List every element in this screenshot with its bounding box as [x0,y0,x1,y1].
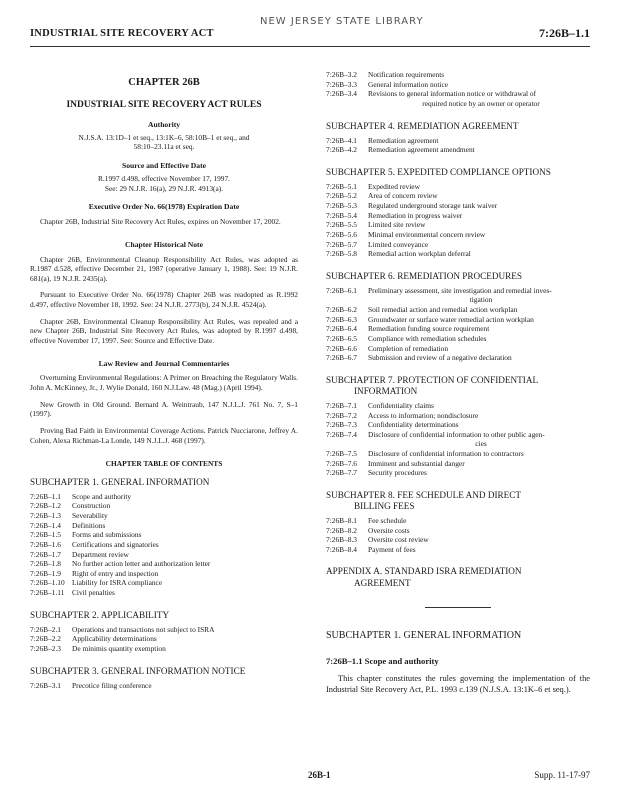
toc-entry [326,420,590,430]
toc-entry-number: 7:26B–8.2 [326,525,358,535]
toc-entry [326,136,590,146]
toc-entry [30,634,298,644]
toc-entry-title: Confidentiality claims [368,400,434,410]
toc-entry-title: Remedial action workplan deferral [368,249,471,259]
toc-entry-number: 7:26B–3.1 [30,680,62,690]
toc-entry-title: Right of entry and inspection [72,568,159,578]
toc-entry-title: Limited conveyance [368,239,429,249]
exec-order-text: Chapter 26B, Industrial Site Recovery Act Rules, expires on November 17, 2002. [40,217,281,227]
toc-entry [326,145,590,155]
law-review-p3: Proving Bad Faith in Environmental Coverage Actions. Patrick Nucciarone, Jeffrey A. Cohen, Alexa Richman-La Londe, 149 N.J.L.J. 468 (1997). [30,425,298,445]
toc-entry-number: 7:26B–6.6 [326,343,358,353]
toc-entry [326,182,590,192]
toc-subchapter-5-list [326,182,590,259]
toc-entry-number: 7:26B–3.4 [326,89,358,99]
toc-entry-number: 7:26B–3.2 [326,70,358,79]
toc-entry-number: 7:26B–8.1 [326,515,358,525]
toc-subchapter-8 [326,490,590,512]
supplement-date: Supp. 11-17-97 [534,770,590,780]
toc-entry-title: Remediation in progress waiver [368,210,463,220]
toc-entry [326,249,590,259]
toc-entry-number: 7:26B–6.2 [326,305,358,315]
toc-entry-title: Imminent and substantial danger [368,458,465,468]
left-column [30,70,298,690]
toc-entry [326,449,590,459]
toc-entry-number: 7:26B–7.1 [326,400,358,410]
toc-entry-number: 7:26B–8.3 [326,535,358,545]
toc-entry [326,468,590,478]
toc-entry-title: Forms and submissions [72,530,142,540]
toc-entry-number: 7:26B–1.5 [30,530,62,540]
toc-entry-title: Area of concern review [368,191,438,201]
toc-entry-title: Civil penalties [72,588,115,598]
section-divider [425,607,491,608]
toc-entry [326,324,590,334]
subchapter-1-heading: SUBCHAPTER 1. GENERAL INFORMATION [326,629,522,641]
toc-entry [326,191,590,201]
toc-entry [30,559,298,569]
toc-entry-title: Preliminary assessment, site investigation and remedial inves- [368,285,552,295]
toc-subchapter-4: SUBCHAPTER 4. REMEDIATION AGREEMENT [326,120,519,131]
toc-entry-number: 7:26B–1.9 [30,568,62,578]
toc-subchapter-5: SUBCHAPTER 5. EXPEDITED COMPLIANCE OPTIONS [326,166,551,177]
toc-entry [30,550,298,560]
toc-entry-number: 7:26B–1.6 [30,539,62,549]
historical-note-heading: Chapter Historical Note [125,239,203,249]
toc-appendix [326,566,590,588]
toc-entry-number: 7:26B–6.4 [326,324,358,334]
toc-entry [30,521,298,531]
toc-entry-title: Definitions [72,520,106,530]
toc-entry [30,492,298,502]
toc-entry-title-cont: required notice by an owner or operator [422,98,540,108]
toc-entry-title: Disclosure of confidential information to contractors [368,449,524,459]
toc-entry [326,230,590,240]
toc-entry [30,501,298,511]
library-stamp: NEW JERSEY STATE LIBRARY [260,16,424,27]
toc-entry-title-cont: tigation [469,295,493,305]
toc-entry-title: Oversite costs [368,525,410,535]
source-heading: Source and Effective Date [121,161,206,171]
toc-appendix-title: APPENDIX A. STANDARD ISRA REMEDIATION [326,566,522,577]
law-review-heading: Law Review and Journal Commentaries [98,358,230,368]
toc-entry-number: 7:26B–2.3 [30,643,62,653]
toc-entry-number: 7:26B–1.11 [30,588,65,598]
toc-entry-number: 7:26B–1.2 [30,501,62,511]
toc-subchapter-8-title-cont: BILLING FEES [354,500,415,511]
toc-entry-number: 7:26B–1.1 [30,491,62,501]
toc-entry-number: 7:26B–5.2 [326,191,358,201]
toc-subchapter-7-title: SUBCHAPTER 7. PROTECTION OF CONFIDENTIAL [326,374,539,385]
source-text-1: R.1997 d.498, effective November 17, 1997. [97,173,231,183]
toc-subchapter-3: SUBCHAPTER 3. GENERAL INFORMATION NOTICE [30,665,246,676]
toc-entry-number: 7:26B–8.4 [326,544,358,554]
toc-entry [30,681,298,691]
toc-entry-number: 7:26B–7.7 [326,468,358,478]
toc-entry [326,201,590,211]
toc-entry-number: 7:26B–1.7 [30,549,62,559]
toc-entry [326,353,590,363]
toc-entry [30,530,298,540]
page-number: 26B-1 [308,770,331,780]
toc-entry-title: Remediation funding source requirement [368,324,490,334]
toc-entry [326,305,590,315]
toc-entry [326,545,590,555]
toc-entry-title: General information notice [368,79,449,89]
toc-subchapter-7-title-cont: INFORMATION [354,385,418,396]
toc-entry [326,220,590,230]
toc-entry-number: 7:26B–3.3 [326,79,358,89]
toc-entry-number: 7:26B–7.5 [326,449,358,459]
toc-subchapter-3-continued-list [326,70,590,109]
toc-entry-title: Construction [72,501,111,511]
toc-entry [326,240,590,250]
toc-entry-number: 7:26B–2.2 [30,634,62,644]
toc-entry [326,535,590,545]
toc-entry-title: Compliance with remediation schedules [368,333,487,343]
rule-1-1-title: 7:26B–1.1 Scope and authority [326,655,439,666]
toc-subchapter-6-list [326,286,590,363]
toc-entry [326,344,590,354]
toc-entry [326,459,590,469]
toc-entry-number: 7:26B–7.4 [326,429,358,439]
toc-entry-title: De minimis quantity exemption [72,643,166,653]
toc-entry-title: Confidentiality determinations [368,420,459,430]
toc-entry-title: Certifications and signatories [72,539,159,549]
toc-entry-number: 7:26B–5.5 [326,220,358,230]
running-header [30,16,590,47]
toc-entry [326,286,590,305]
toc-entry [326,70,590,80]
toc-entry [326,89,590,108]
toc-entry [326,315,590,325]
toc-entry-number: 7:26B–4.2 [326,145,358,155]
toc-entry [30,578,298,588]
toc-entry [326,334,590,344]
toc-entry-number: 7:26B–5.7 [326,239,358,249]
toc-appendix-title-cont: AGREEMENT [354,577,411,588]
toc-entry [326,401,590,411]
toc-entry-number: 7:26B–1.8 [30,559,62,569]
chapter-number: CHAPTER 26B [128,77,200,88]
toc-entry [326,211,590,221]
law-review-p2: New Growth in Old Ground. Bernard A. Weintraub, 147 N.J.L.J. 761 No. 7, S–1 (1997). [30,399,298,419]
historical-note-p2: Pursuant to Executive Order No. 66(1978) Chapter 26B was readopted as R.1992 d.497, effective November 18, 1992. See: 24 N.J.R. 2773(b), 24 N.J.R. 4524(a). [30,290,298,310]
toc-entry-number: 7:26B–1.3 [30,511,62,521]
toc-entry-title: Payment of fees [368,544,416,554]
toc-entry-number: 7:26B–6.5 [326,333,358,343]
toc-entry-title: Remediation agreement amendment [368,145,475,155]
header-act-title: INDUSTRIAL SITE RECOVERY ACT [30,28,214,39]
toc-entry [30,540,298,550]
law-review-p1: Overturning Environmental Regulations: A Primer on Breaching the Regulatory Walls. John A. McKinney, Jr., J. Wylie Donald, 160 N.J.Law. 48 (Mag.) (April 1994). [30,373,298,393]
toc-entry-number: 7:26B–5.6 [326,229,358,239]
toc-heading: CHAPTER TABLE OF CONTENTS [105,459,223,469]
toc-subchapter-7-list [326,401,590,478]
toc-subchapter-4-list [326,136,590,155]
toc-entry-title: Operations and transactions not subject to ISRA [72,624,215,634]
toc-entry [30,511,298,521]
header-section-number: 7:26B–1.1 [539,26,590,40]
toc-entry-number: 7:26B–1.10 [30,578,65,588]
toc-entry-title-cont: cies [475,439,487,449]
chapter-title: INDUSTRIAL SITE RECOVERY ACT RULES [66,99,262,110]
toc-entry-number: 7:26B–2.1 [30,624,62,634]
toc-subchapter-8-list [326,516,590,555]
toc-entry-title: Scope and authority [72,491,132,501]
toc-entry [326,430,590,449]
toc-entry-title: No further action letter and authorization letter [72,559,211,569]
toc-entry-title: Security procedures [368,468,427,478]
toc-subchapter-1: SUBCHAPTER 1. GENERAL INFORMATION [30,476,210,487]
toc-subchapter-1-list [30,492,298,598]
toc-entry-number: 7:26B–6.1 [326,285,358,295]
toc-entry [30,644,298,654]
toc-entry-title: Completion of remediation [368,343,449,353]
toc-entry-title: Department review [72,549,129,559]
toc-entry-number: 7:26B–1.4 [30,520,62,530]
toc-entry [326,516,590,526]
toc-entry-number: 7:26B–6.7 [326,353,358,363]
toc-entry-title: Fee schedule [368,515,407,525]
toc-entry [30,625,298,635]
authority-heading: Authority [147,119,181,129]
toc-entry-number: 7:26B–5.1 [326,181,358,191]
toc-entry-title: Remediation agreement [368,135,439,145]
toc-entry-title: Applicability determinations [72,634,157,644]
toc-entry-title: Notification requirements [368,70,445,79]
right-column [326,70,590,695]
toc-entry [326,526,590,536]
source-text-2: See: 29 N.J.R. 16(a), 29 N.J.R. 4913(a). [104,183,224,193]
toc-entry-title: Liability for ISRA compliance [72,578,163,588]
toc-entry-title: Oversite cost review [368,535,429,545]
toc-entry-number: 7:26B–5.4 [326,210,358,220]
toc-entry-title: Submission and review of a negative declaration [368,353,512,363]
toc-entry-number: 7:26B–4.1 [326,135,358,145]
toc-subchapter-3-list [30,681,298,691]
historical-note-p1: Chapter 26B, Environmental Cleanup Responsibility Act Rules, was adopted as R.1987 d.528, effective December 21, 1987 (operative January 1, 1988). See: 19 N.J.R. 681(a), 19 N.J.R. 2435(a). [30,254,298,283]
toc-entry-title: Severability [72,511,108,521]
toc-entry-title: Access to information; nondisclosure [368,410,479,420]
toc-entry-title: Revisions to general information notice or withdrawal of [368,89,537,99]
toc-entry-title: Groundwater or surface water remedial action workplan [368,314,534,324]
toc-entry-number: 7:26B–7.3 [326,420,358,430]
toc-subchapter-7 [326,375,590,397]
toc-entry [326,80,590,90]
toc-entry [30,588,298,598]
historical-note-p3: Chapter 26B, Environmental Cleanup Responsibility Act Rules, was repealed and a new Chapter 26B, Industrial Site Recovery Act Rules, was adopted by R.1997 d.498, effective November 17, 1997. See: Source and Effective Date. [30,316,298,345]
rule-1-1-text: This chapter constitutes the rules governing the implementation of the Industrial Site Recovery Act, P.L. 1993 c.139 (N.J.S.A. 13:1K–6 et seq.). [326,673,590,695]
toc-entry-number: 7:26B–7.2 [326,410,358,420]
toc-entry-title: Minimal environmental concern review [368,229,486,239]
toc-entry [30,569,298,579]
toc-subchapter-2-list [30,625,298,654]
toc-subchapter-2: SUBCHAPTER 2. APPLICABILITY [30,609,170,620]
toc-entry-number: 7:26B–5.8 [326,249,358,259]
toc-entry-title: Expedited review [368,181,420,191]
toc-entry-number: 7:26B–7.6 [326,458,358,468]
exec-order-heading: Executive Order No. 66(1978) Expiration Date [88,202,240,212]
toc-entry [326,411,590,421]
toc-entry-title: Disclosure of confidential information to other public agen- [368,429,545,439]
toc-entry-number: 7:26B–5.3 [326,201,358,211]
toc-subchapter-8-title: SUBCHAPTER 8. FEE SCHEDULE AND DIRECT [326,489,521,500]
toc-entry-title: Regulated underground storage tank waiver [368,201,498,211]
toc-entry-number: 7:26B–6.3 [326,314,358,324]
toc-subchapter-6: SUBCHAPTER 6. REMEDIATION PROCEDURES [326,270,523,281]
toc-entry-title: Soil remedial action and remedial action workplan [368,305,518,315]
authority-text: N.J.S.A. 13:1D–1 et seq., 13:1K–6, 58:10B–1 et seq., and 58:10–23.11a et seq. [78,132,250,152]
toc-entry-title: Precotice filing conference [72,680,152,690]
toc-entry-title: Limited site review [368,220,426,230]
